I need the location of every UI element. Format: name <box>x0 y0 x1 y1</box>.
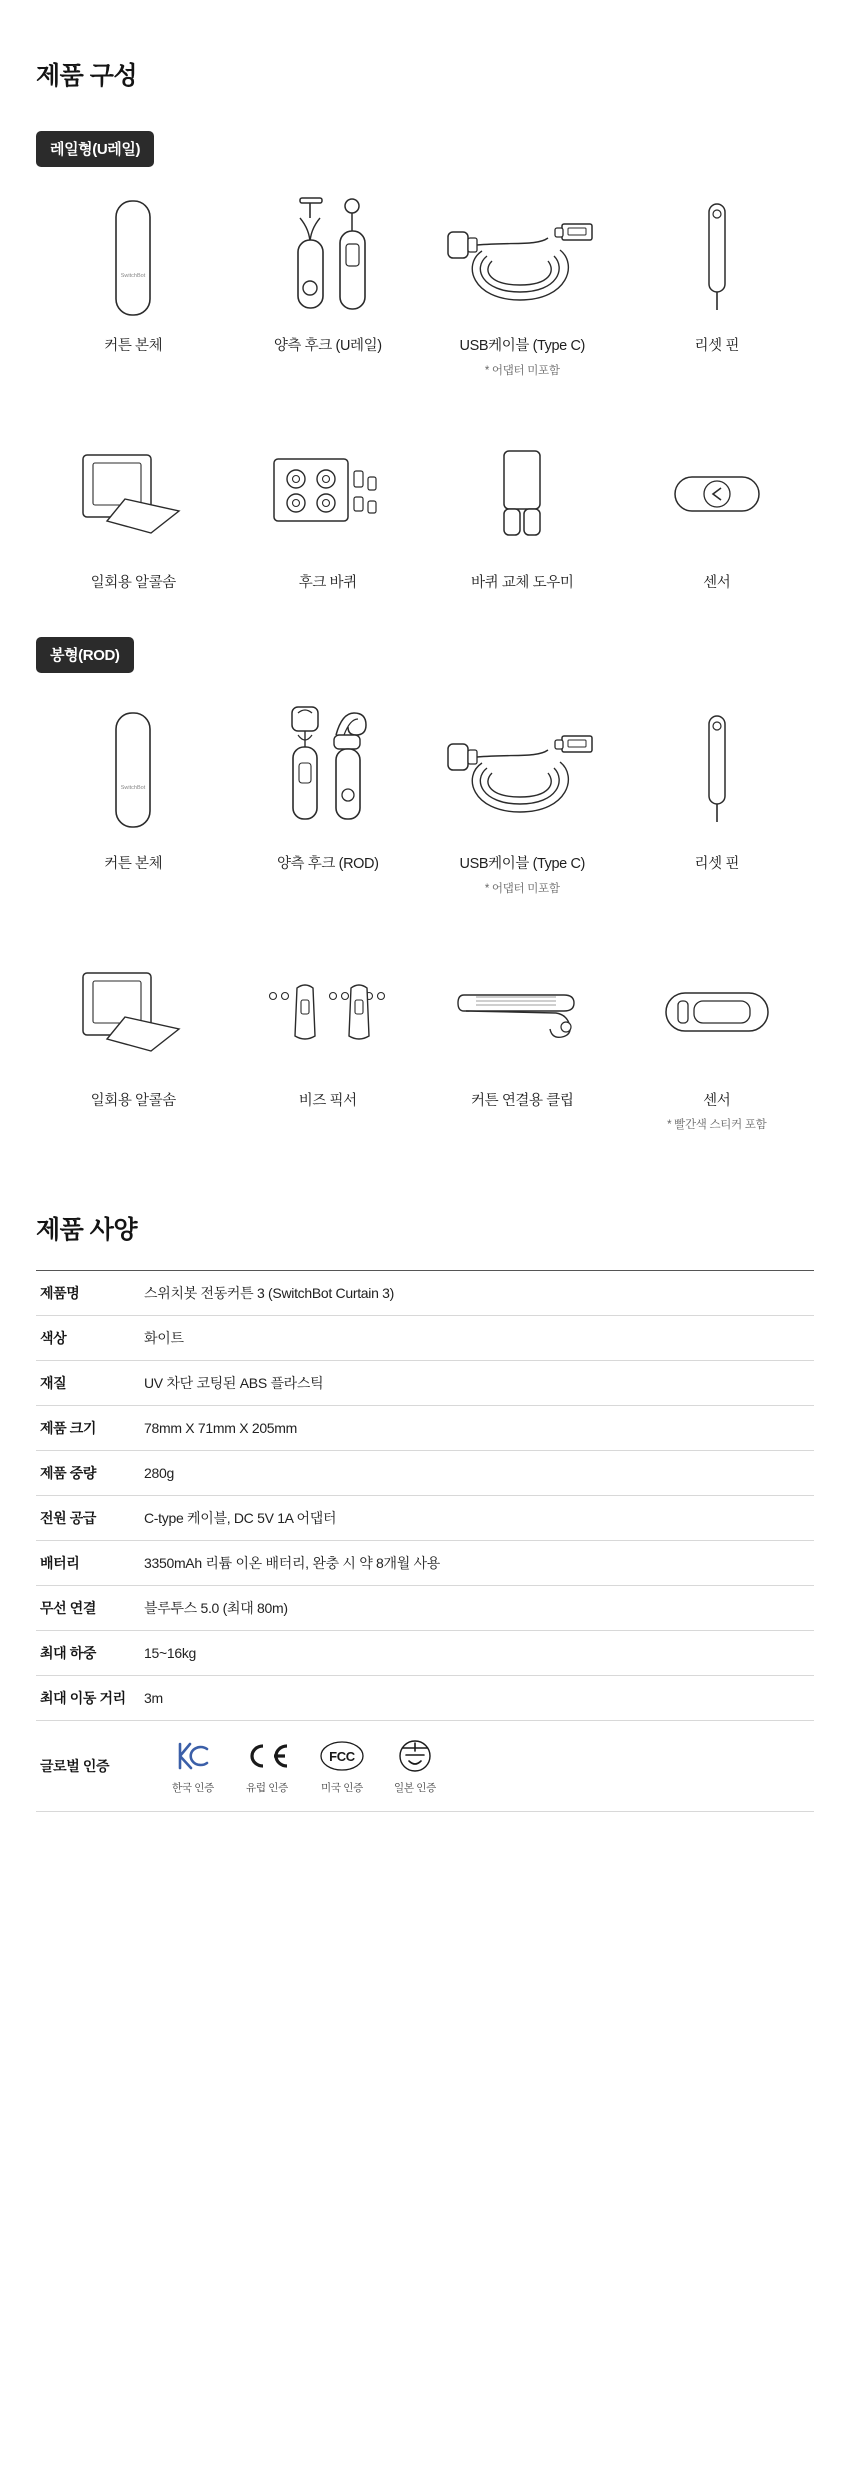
svg-text:SwitchBot: SwitchBot <box>121 785 146 792</box>
table-row <box>36 1406 814 1451</box>
certification-label: 일본 인증 <box>394 1782 436 1795</box>
dual-hook-urail-icon <box>231 189 426 327</box>
urail-row-2 <box>36 426 814 594</box>
curtain-body-icon <box>36 189 231 327</box>
table-row <box>36 1451 814 1496</box>
item-caption: 일회용 알콜솜 <box>90 1092 176 1109</box>
svg-text:SwitchBot: SwitchBot <box>121 273 146 279</box>
certification-list <box>144 1739 814 1795</box>
certification-fcc <box>320 1739 364 1795</box>
rod-row-1 <box>36 695 814 896</box>
spec-table <box>36 1270 814 1812</box>
spec-label: 배터리 <box>40 1555 80 1572</box>
spec-label: 제품명 <box>40 1285 80 1302</box>
curtain-clip-icon <box>425 944 620 1082</box>
item-caption: 바퀴 교체 도우미 <box>470 574 574 591</box>
curtain-body-icon <box>36 695 231 845</box>
kc-mark-icon <box>174 1739 212 1773</box>
item-caption: 양측 후크 (U레일) <box>273 338 382 354</box>
spec-label: 글로벌 인증 <box>40 1758 110 1775</box>
sensor-icon <box>620 426 815 564</box>
spec-label: 전원 공급 <box>40 1510 96 1527</box>
usb-cable-icon <box>425 695 620 845</box>
spec-label: 제품 크기 <box>40 1420 96 1437</box>
spec-section-title: 제품 사양 <box>36 1216 138 1245</box>
item-caption: 커튼 연결용 클립 <box>470 1092 574 1109</box>
usb-cable-icon <box>425 189 620 327</box>
spec-label: 색상 <box>40 1330 67 1347</box>
item-caption: USB케이블 (Type C) <box>459 338 585 354</box>
item-caption: 센서 <box>703 1092 731 1109</box>
table-row <box>36 1631 814 1676</box>
item-caption: 비즈 픽서 <box>298 1092 357 1109</box>
certification-kc <box>172 1739 214 1795</box>
item-reset-pin <box>620 189 815 378</box>
reset-pin-icon <box>620 189 815 327</box>
item-note: * 어댑터 미포함 <box>484 364 560 377</box>
item-caption: USB케이블 (Type C) <box>459 856 585 873</box>
item-caption: 후크 바퀴 <box>298 574 357 591</box>
item-caption: 리셋 핀 <box>694 856 739 873</box>
table-row <box>36 1361 814 1406</box>
item-hook-wheel <box>231 426 426 594</box>
giteki-mark-icon <box>395 1739 435 1773</box>
spec-label: 제품 중량 <box>40 1465 96 1482</box>
item-note: * 어댑터 미포함 <box>484 882 560 895</box>
item-caption: 커튼 본체 <box>104 338 163 354</box>
spec-label: 최대 이동 거리 <box>40 1690 126 1707</box>
spec-value: 화이트 <box>144 1330 184 1347</box>
table-row-certification <box>36 1721 814 1812</box>
certification-label: 한국 인증 <box>172 1782 214 1795</box>
spec-value: 스위치봇 전동커튼 3 (SwitchBot Curtain 3) <box>144 1285 395 1302</box>
group-tag-urail: 레일형(U레일) <box>36 131 154 167</box>
spec-label: 무선 연결 <box>40 1600 96 1617</box>
item-curtain-body <box>36 695 231 896</box>
spec-value: 15~16kg <box>144 1645 197 1662</box>
table-row <box>36 1541 814 1586</box>
alcohol-pad-icon <box>36 426 231 564</box>
item-bead-fixer <box>231 944 426 1133</box>
item-sensor <box>620 426 815 594</box>
sensor-rod-icon <box>620 944 815 1082</box>
alcohol-pad-icon <box>36 944 231 1082</box>
item-sensor-rod <box>620 944 815 1133</box>
spec-value: 78mm X 71mm X 205mm <box>144 1420 298 1437</box>
wheel-replacement-tool-icon <box>425 426 620 564</box>
item-reset-pin <box>620 695 815 896</box>
spec-label: 재질 <box>40 1375 67 1392</box>
bead-fixer-icon <box>231 944 426 1082</box>
spec-value: 블루투스 5.0 (최대 80m) <box>144 1600 288 1617</box>
spec-value: UV 차단 코팅된 ABS 플라스틱 <box>144 1375 324 1392</box>
spec-value-certifications <box>144 1721 814 1812</box>
item-note: * 빨간색 스티커 포함 <box>667 1119 767 1132</box>
table-row <box>36 1676 814 1721</box>
item-caption: 일회용 알콜솜 <box>90 574 176 591</box>
group-tag-rod: 봉형(ROD) <box>36 637 134 673</box>
spec-label: 최대 하중 <box>40 1645 96 1662</box>
certification-label: 미국 인증 <box>321 1782 363 1795</box>
spec-value: 3350mAh 리튬 이온 배터리, 완충 시 약 8개월 사용 <box>144 1555 440 1572</box>
item-dual-hook-rod <box>231 695 426 896</box>
table-row <box>36 1496 814 1541</box>
hook-wheel-icon <box>231 426 426 564</box>
certification-label: 유럽 인증 <box>246 1782 288 1795</box>
rod-row-2 <box>36 944 814 1133</box>
spec-value: 280g <box>144 1465 174 1482</box>
urail-row-1 <box>36 189 814 378</box>
item-caption: 센서 <box>703 574 731 591</box>
item-alcohol-pad <box>36 944 231 1133</box>
table-row <box>36 1316 814 1361</box>
item-usb-cable <box>425 189 620 378</box>
item-caption: 리셋 핀 <box>694 338 739 354</box>
item-usb-cable <box>425 695 620 896</box>
item-curtain-body <box>36 189 231 378</box>
item-caption: 양측 후크 (ROD) <box>276 856 379 873</box>
item-dual-hook-urail <box>231 189 426 378</box>
table-row <box>36 1271 814 1316</box>
certification-giteki <box>394 1739 436 1795</box>
ce-mark-icon <box>244 1739 290 1773</box>
item-alcohol-pad <box>36 426 231 594</box>
table-row <box>36 1586 814 1631</box>
reset-pin-icon <box>620 695 815 845</box>
svg-text:FCC: FCC <box>329 1749 355 1765</box>
item-caption: 커튼 본체 <box>104 856 163 873</box>
fcc-mark-icon <box>320 1739 364 1773</box>
item-curtain-clip <box>425 944 620 1133</box>
spec-value: C-type 케이블, DC 5V 1A 어댑터 <box>144 1510 337 1527</box>
certification-ce <box>244 1739 290 1795</box>
item-wheel-replacement-tool <box>425 426 620 594</box>
spec-value: 3m <box>144 1690 163 1707</box>
composition-section-title: 제품 구성 <box>36 62 138 90</box>
dual-hook-rod-icon <box>231 695 426 845</box>
